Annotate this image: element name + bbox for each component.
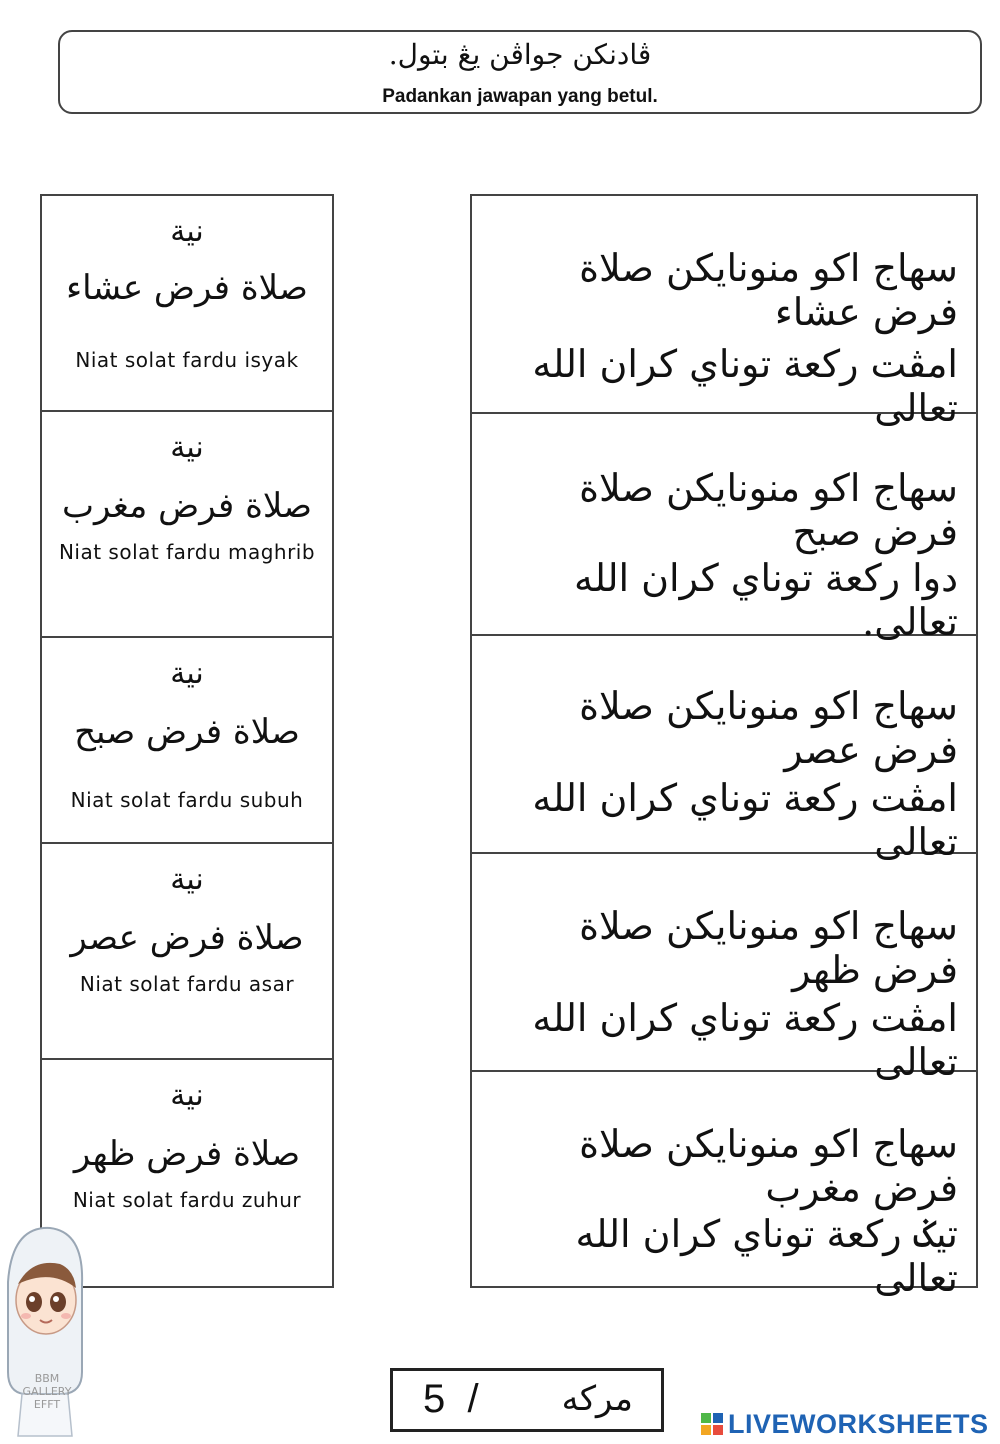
score-value: 5 / [423,1377,479,1421]
right-line-1: سهاج اكو منونايكن صلاة فرض عصر [579,684,958,772]
right-item-isyak[interactable] [472,196,976,430]
instruction-box [58,30,982,114]
liveworksheets-text: LIVEWORKSHEETS [728,1408,989,1439]
left-niat-label: نية [170,1078,204,1113]
left-prayer-name: صلاة فرض ظهر [73,1134,301,1174]
gallery-watermark: BBM GALLERY EFFT [22,1372,72,1411]
left-item-asar[interactable] [42,844,332,1060]
instruction-jawi: ڤادنكن جواڤن يڠ بتول. [388,38,652,71]
instruction-latin: Padankan jawapan yang betul. [382,86,658,107]
left-item-maghrib[interactable] [42,412,332,638]
right-line-2: امڤت ركعة توناي كران الله تعالى [532,776,958,864]
right-item-zuhur[interactable] [472,854,976,1084]
left-prayer-name: صلاة فرض صبح [74,712,300,752]
left-latin-label: Niat solat fardu isyak [75,348,299,372]
left-latin-label: Niat solat fardu subuh [70,788,304,812]
left-item-isyak[interactable] [42,196,332,412]
score-box [390,1368,664,1432]
left-latin-label: Niat solat fardu asar [79,972,295,996]
left-prayer-name: صلاة فرض عشاء [66,268,308,308]
right-line-1: سهاج اكو منونايكن صلاة فرض مغرب [579,1122,958,1210]
right-line-2: دوا ركعة توناي كران الله تعالى. [573,556,958,644]
left-prayer-name: صلاة فرض عصر [70,918,304,958]
right-line-1: سهاج اكو منونايكن صلاة فرض ظهر [579,904,958,992]
right-line-2: امڤت ركعة توناي كران الله تعالى [532,996,958,1084]
left-latin-label: Niat solat fardu zuhur [72,1188,302,1212]
right-item-maghrib[interactable] [472,1072,976,1300]
left-niat-label: نية [170,430,204,465]
left-niat-label: نية [170,862,204,897]
right-column [470,194,978,1300]
right-line-1: سهاج اكو منونايكن صلاة فرض صبح [579,466,958,554]
left-niat-label: نية [170,214,204,249]
left-column [40,194,334,1288]
right-line-2: تيݢ ركعة توناي كران الله تعالى [575,1212,958,1300]
left-item-subuh[interactable] [42,638,332,844]
left-prayer-name: صلاة فرض مغرب [61,486,313,526]
left-niat-label: نية [170,656,204,691]
right-item-asar[interactable] [472,636,976,864]
right-line-2: امڤت ركعة توناي كران الله تعالى [532,342,958,430]
liveworksheets-logo-icon [700,1412,724,1436]
left-latin-label: Niat solat fardu maghrib [58,540,316,564]
right-line-1: سهاج اكو منونايكن صلاة فرض عشاء [579,246,958,334]
right-item-subuh[interactable] [472,414,976,644]
score-label: مركه [561,1379,633,1419]
liveworksheets-brand [700,1406,989,1442]
